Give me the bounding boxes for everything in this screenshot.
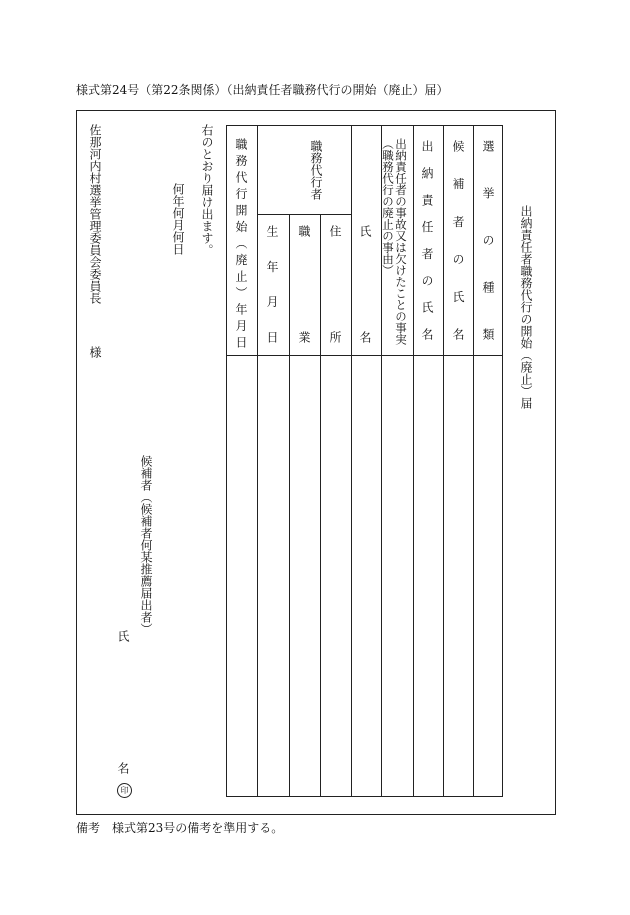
header-acting-occupation: 職業 xyxy=(297,225,311,343)
table-line xyxy=(443,126,444,796)
document-heading: 出納責任者職務代行の開始（廃止）届 xyxy=(519,205,533,409)
table-line xyxy=(227,355,503,356)
date-line: 何年何月何日 xyxy=(171,183,185,255)
signature-name-label: 名 xyxy=(116,762,130,774)
header-start-date: 職務代行開始（廃止）年月日 xyxy=(234,138,248,348)
header-acting-birthdate: 生年月日 xyxy=(265,225,279,343)
header-treasurer-name: 出納責任者の氏名 xyxy=(420,140,434,340)
table-line xyxy=(289,214,290,796)
table-line xyxy=(257,214,351,215)
header-election-type: 選挙の種類 xyxy=(481,140,495,340)
table-line xyxy=(413,126,414,796)
signature-name-label: 氏 xyxy=(116,630,130,642)
header-reason: 出納責任者の事故又は欠けたことの事実（職務代行の廃止の事由） xyxy=(381,138,408,345)
notice-text: 右のとおり届け出ます。 xyxy=(200,124,214,256)
table-line xyxy=(257,126,258,796)
addressee: 佐那河内村選挙管理委員会委員長 xyxy=(88,124,102,304)
table-line xyxy=(320,214,321,796)
header-acting-address: 住所 xyxy=(328,225,342,343)
table-line xyxy=(351,126,352,796)
submitter-label: 候補者（候補者何某推薦届出者） xyxy=(139,455,153,635)
header-acting-person: 職務代行者 xyxy=(309,140,323,200)
header-candidate-name: 候補者の氏名 xyxy=(451,140,465,340)
form-title: 様式第24号（第22条関係）（出納責任者職務代行の開始（廃止）届） xyxy=(76,83,449,97)
header-acting-name: 氏名 xyxy=(358,225,372,343)
table-line xyxy=(473,126,474,796)
remarks: 備考 様式第23号の備考を準用する。 xyxy=(76,821,284,835)
seal-mark: 印 xyxy=(117,783,132,798)
honorific: 様 xyxy=(88,346,102,358)
